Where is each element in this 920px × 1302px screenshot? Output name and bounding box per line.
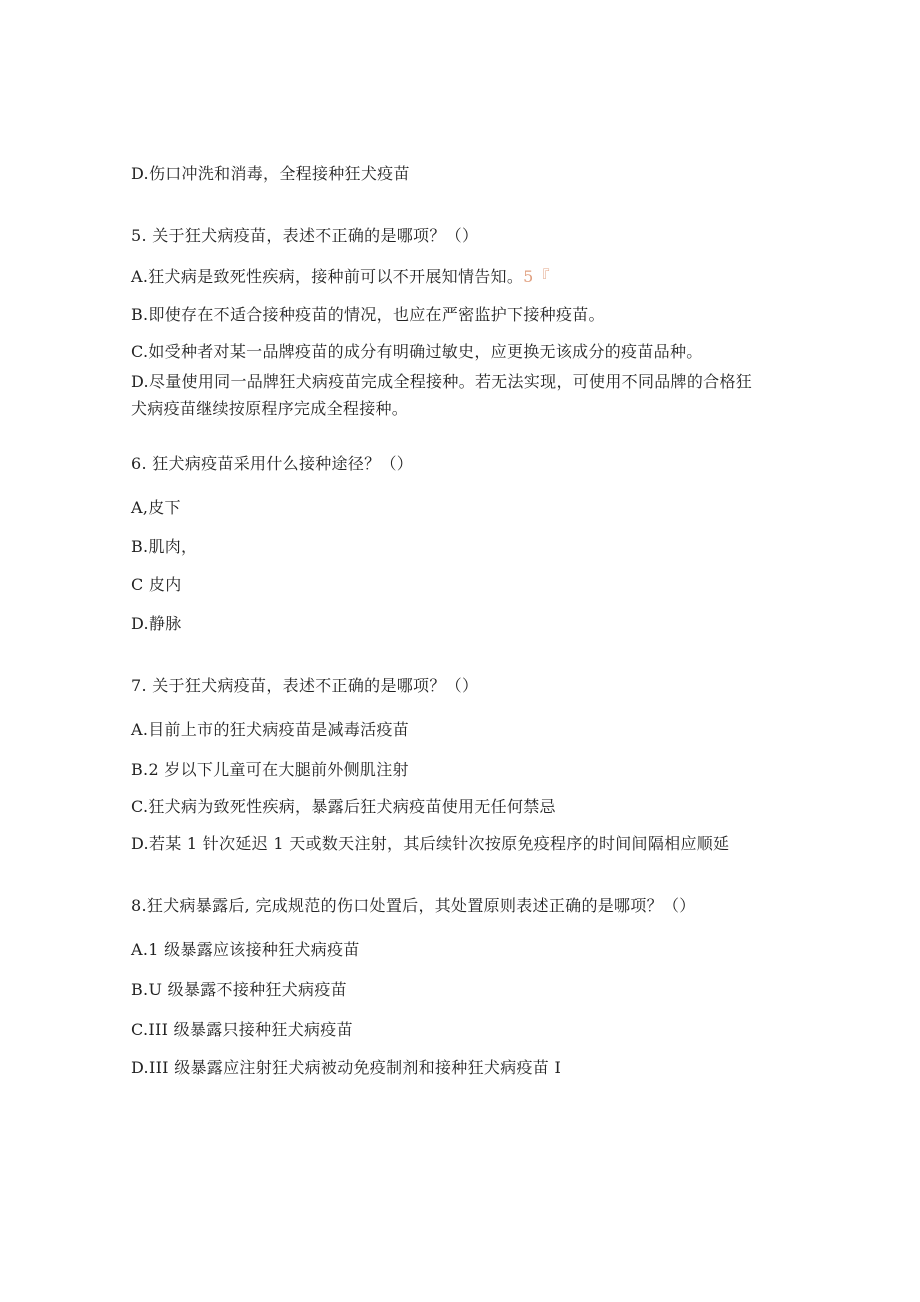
- q8-option-a: A.1 级暴露应该接种狂犬病疫苗: [131, 940, 360, 959]
- q5-option-a-text: A.狂犬病是致死性疾病，接种前可以不开展知情告知。: [131, 267, 524, 286]
- q6-option-d: D.静脉: [131, 614, 182, 633]
- q8-option-c: C.III 级暴露只接种狂犬病疫苗: [131, 1020, 353, 1039]
- q6-question: 6. 狂犬病疫苗采用什么接种途径？（）: [131, 454, 414, 473]
- q5-option-a-note: 5『: [523, 267, 550, 286]
- q5-option-a: [131, 267, 550, 287]
- q5-option-d-line2: 犬病疫苗继续按原程序完成全程接种。: [131, 399, 409, 418]
- q5-question: 5. 关于狂犬病疫苗，表述不正确的是哪项？（）: [131, 226, 479, 245]
- q5-option-b: B.即使存在不适合接种疫苗的情况，也应在严密监护下接种疫苗。: [131, 305, 605, 324]
- q7-option-a: A.目前上市的狂犬病疫苗是减毒活疫苗: [131, 720, 410, 739]
- q6-option-a: A,皮下: [131, 498, 181, 517]
- q7-option-c: C.狂犬病为致死性疾病，暴露后狂犬病疫苗使用无任何禁忌: [131, 797, 556, 816]
- q8-question: 8.狂犬病暴露后, 完成规范的伤口处置后，其处置原则表述正确的是哪项？（）: [131, 896, 696, 915]
- q8-option-b: B.U 级暴露不接种狂犬病疫苗: [131, 980, 347, 999]
- q7-option-d: D.若某 1 针次延迟 1 天或数天注射，其后续针次按原免疫程序的时间间隔相应顺延: [131, 834, 730, 853]
- q6-option-c: C 皮内: [131, 575, 182, 594]
- q5-option-c: C.如受种者对某一品牌疫苗的成分有明确过敏史，应更换无该成分的疫苗品种。: [131, 342, 703, 361]
- q7-question: 7. 关于狂犬病疫苗，表述不正确的是哪项？（）: [131, 676, 479, 695]
- q7-option-b: B.2 岁以下儿童可在大腿前外侧肌注射: [131, 760, 409, 779]
- q8-option-d: D.III 级暴露应注射狂犬病被动免疫制剂和接种狂犬病疫苗 I: [131, 1058, 562, 1077]
- q4-option-d: D.伤口冲洗和消毒，全程接种狂犬疫苗: [131, 164, 410, 183]
- q5-option-d-line1: D.尽量使用同一品牌狂犬病疫苗完成全程接种。若无法实现，可使用不同品牌的合格狂: [131, 372, 753, 391]
- q6-option-b: B.肌肉，: [131, 537, 198, 556]
